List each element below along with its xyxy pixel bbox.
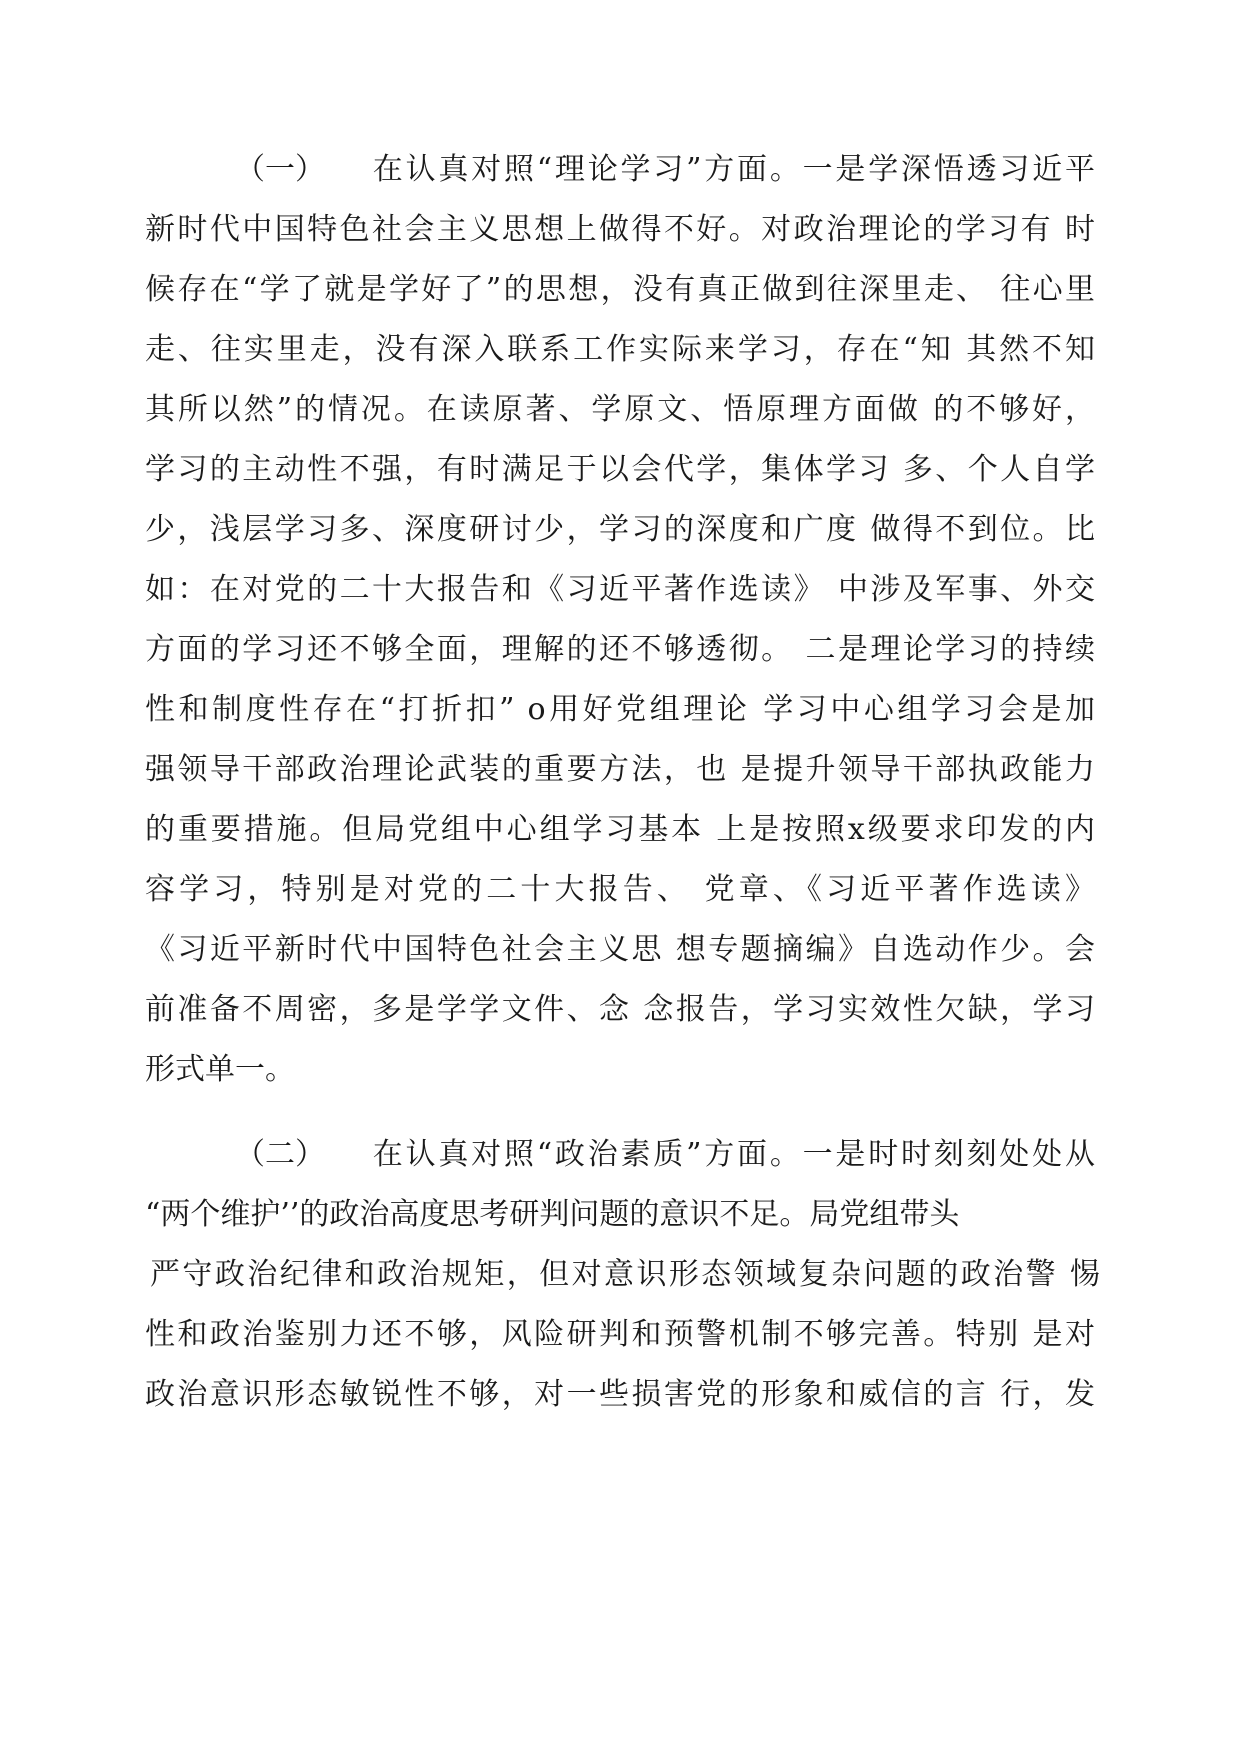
paragraph-line: 方面的学习还不够全面，理解的还不够透彻。 二是理论学习的持续 — [145, 632, 1095, 667]
paragraph-line: 学习的主动性不强，有时满足于以会代学，集体学习 多、个人自学 — [145, 452, 1095, 487]
section-1-number: （一） — [235, 152, 325, 187]
paragraph-line: 性和政治鉴别力还不够，风险研判和预警机制不够完善。特别 是对 — [145, 1317, 1095, 1352]
section-2-number: （二） — [235, 1137, 325, 1172]
paragraph-line: 在认真对照“理论学习”方面。一是学深悟透习近平 — [370, 152, 1095, 187]
paragraph-line: 如：在对党的二十大报告和《习近平著作选读》 中涉及军事、外交 — [145, 572, 1095, 607]
paragraph-line: 走、往实里走，没有深入联系工作实际来学习，存在“知 其然不知 — [145, 332, 1095, 367]
paragraph-line: 其所以然”的情况。在读原著、学原文、悟原理方面做 的不够好， — [145, 392, 1095, 427]
paragraph-line: 新时代中国特色社会主义思想上做得不好。对政治理论的学习有 时 — [145, 212, 1095, 247]
paragraph-line: 候存在“学了就是学好了”的思想，没有真正做到往深里走、 往心里 — [145, 272, 1095, 307]
paragraph-line: 的重要措施。但局党组中心组学习基本 上是按照x级要求印发的内 — [145, 812, 1095, 847]
paragraph-line: 强领导干部政治理论武装的重要方法，也 是提升领导干部执政能力 — [145, 752, 1095, 787]
section-1-heading-line — [235, 150, 1095, 190]
paragraph-line: 少，浅层学习多、深度研讨少，学习的深度和广度 做得不到位。比 — [145, 512, 1095, 547]
paragraph-line: 严守政治纪律和政治规矩，但对意识形态领域复杂问题的政治警 惕 — [150, 1257, 1100, 1292]
paragraph-line: 前准备不周密，多是学学文件、念 念报告，学习实效性欠缺，学习 — [145, 992, 1095, 1027]
paragraph-line: 在认真对照“政治素质”方面。一是时时刻刻处处从 — [370, 1137, 1095, 1172]
paragraph-line: 容学习，特别是对党的二十大报告、 党章、《习近平著作选读》 — [145, 872, 1095, 907]
paragraph-line: 性和制度性存在“打折扣” o用好党组理论 学习中心组学习会是加 — [145, 692, 1095, 727]
section-2-heading-line — [235, 1135, 1095, 1175]
paragraph-line: 政治意识形态敏锐性不够，对一些损害党的形象和威信的言 行，发 — [145, 1377, 1095, 1412]
paragraph-line: 《习近平新时代中国特色社会主义思 想专题摘编》自选动作少。会 — [145, 932, 1095, 967]
paragraph-line: “两个维护’’的政治高度思考研判问题的意识不足。局党组带头 — [145, 1197, 960, 1232]
paragraph-line: 形式单一。 — [145, 1052, 295, 1087]
